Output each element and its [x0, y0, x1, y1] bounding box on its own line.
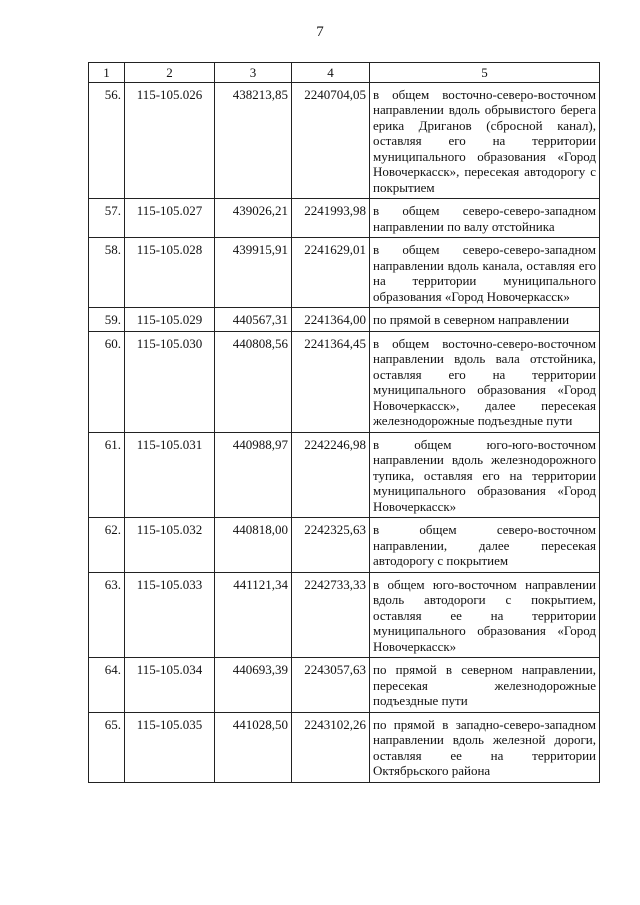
boundary-points-table: [88, 62, 600, 783]
route-description: в общем северо-северо-западном направлении по валу отстойника: [370, 199, 600, 238]
point-code: 115-105.035: [125, 712, 215, 782]
table-body: [89, 82, 600, 782]
point-code: 115-105.026: [125, 82, 215, 199]
column-header-1: 1: [89, 63, 125, 83]
x-coordinate: 439915,91: [215, 238, 292, 308]
row-number: 64.: [89, 658, 125, 713]
point-code: 115-105.034: [125, 658, 215, 713]
y-coordinate: 2241993,98: [292, 199, 370, 238]
point-code: 115-105.030: [125, 331, 215, 432]
row-number: 61.: [89, 432, 125, 518]
x-coordinate: 441028,50: [215, 712, 292, 782]
route-description: по прямой в северном направлении: [370, 308, 600, 332]
x-coordinate: 440818,00: [215, 518, 292, 573]
y-coordinate: 2241629,01: [292, 238, 370, 308]
row-number: 56.: [89, 82, 125, 199]
table-row: [89, 572, 600, 658]
table-row: [89, 712, 600, 782]
y-coordinate: 2241364,45: [292, 331, 370, 432]
route-description: в общем юго-юго-восточном направлении вдоль железнодорожного тупика, оставляя его на территории муниципального образования «Город Новочеркасск»: [370, 432, 600, 518]
row-number: 58.: [89, 238, 125, 308]
row-number: 59.: [89, 308, 125, 332]
table-row: [89, 432, 600, 518]
x-coordinate: 441121,34: [215, 572, 292, 658]
row-number: 63.: [89, 572, 125, 658]
point-code: 115-105.027: [125, 199, 215, 238]
table-header: [89, 63, 600, 83]
route-description: в общем северо-северо-западном направлении вдоль канала, оставляя его на территории муниципального образования «Город Новочеркасск»: [370, 238, 600, 308]
route-description: в общем восточно-северо-восточном направлении вдоль обрывистого берега ерика Дриганов (сбросной канал), оставляя его на территории муниципального образования «Город Новочеркасск», пересекая автодорогу с покрытием: [370, 82, 600, 199]
column-header-4: 4: [292, 63, 370, 83]
route-description: в общем восточно-северо-восточном направлении вдоль вала отстойника, оставляя его на территории муниципального образования «Город Новочеркасск», далее пересекая железнодорожные подъездные пути: [370, 331, 600, 432]
y-coordinate: 2242325,63: [292, 518, 370, 573]
y-coordinate: 2242246,98: [292, 432, 370, 518]
column-header-2: 2: [125, 63, 215, 83]
table-row: [89, 331, 600, 432]
row-number: 57.: [89, 199, 125, 238]
y-coordinate: 2242733,33: [292, 572, 370, 658]
route-description: по прямой в северном направлении, пересекая железнодорожные подъездные пути: [370, 658, 600, 713]
header-row: [89, 63, 600, 83]
point-code: 115-105.032: [125, 518, 215, 573]
route-description: в общем юго-восточном направлении вдоль автодороги с покрытием, оставляя ее на территории муниципального образования «Город Новочеркасск»: [370, 572, 600, 658]
point-code: 115-105.033: [125, 572, 215, 658]
route-description: по прямой в западно-северо-западном направлении вдоль железной дороги, оставляя ее на территории Октябрьского района: [370, 712, 600, 782]
table-row: [89, 238, 600, 308]
point-code: 115-105.031: [125, 432, 215, 518]
table-row: [89, 658, 600, 713]
x-coordinate: 440988,97: [215, 432, 292, 518]
column-header-3: 3: [215, 63, 292, 83]
table-row: [89, 82, 600, 199]
y-coordinate: 2240704,05: [292, 82, 370, 199]
x-coordinate: 439026,21: [215, 199, 292, 238]
row-number: 62.: [89, 518, 125, 573]
x-coordinate: 440567,31: [215, 308, 292, 332]
point-code: 115-105.028: [125, 238, 215, 308]
row-number: 60.: [89, 331, 125, 432]
y-coordinate: 2241364,00: [292, 308, 370, 332]
column-header-5: 5: [370, 63, 600, 83]
point-code: 115-105.029: [125, 308, 215, 332]
table-row: [89, 518, 600, 573]
page-number: 7: [316, 24, 324, 40]
x-coordinate: 440808,56: [215, 331, 292, 432]
table-row: [89, 199, 600, 238]
table-row: [89, 308, 600, 332]
y-coordinate: 2243102,26: [292, 712, 370, 782]
row-number: 65.: [89, 712, 125, 782]
y-coordinate: 2243057,63: [292, 658, 370, 713]
x-coordinate: 438213,85: [215, 82, 292, 199]
route-description: в общем северо-восточном направлении, далее пересекая автодорогу с покрытием: [370, 518, 600, 573]
x-coordinate: 440693,39: [215, 658, 292, 713]
